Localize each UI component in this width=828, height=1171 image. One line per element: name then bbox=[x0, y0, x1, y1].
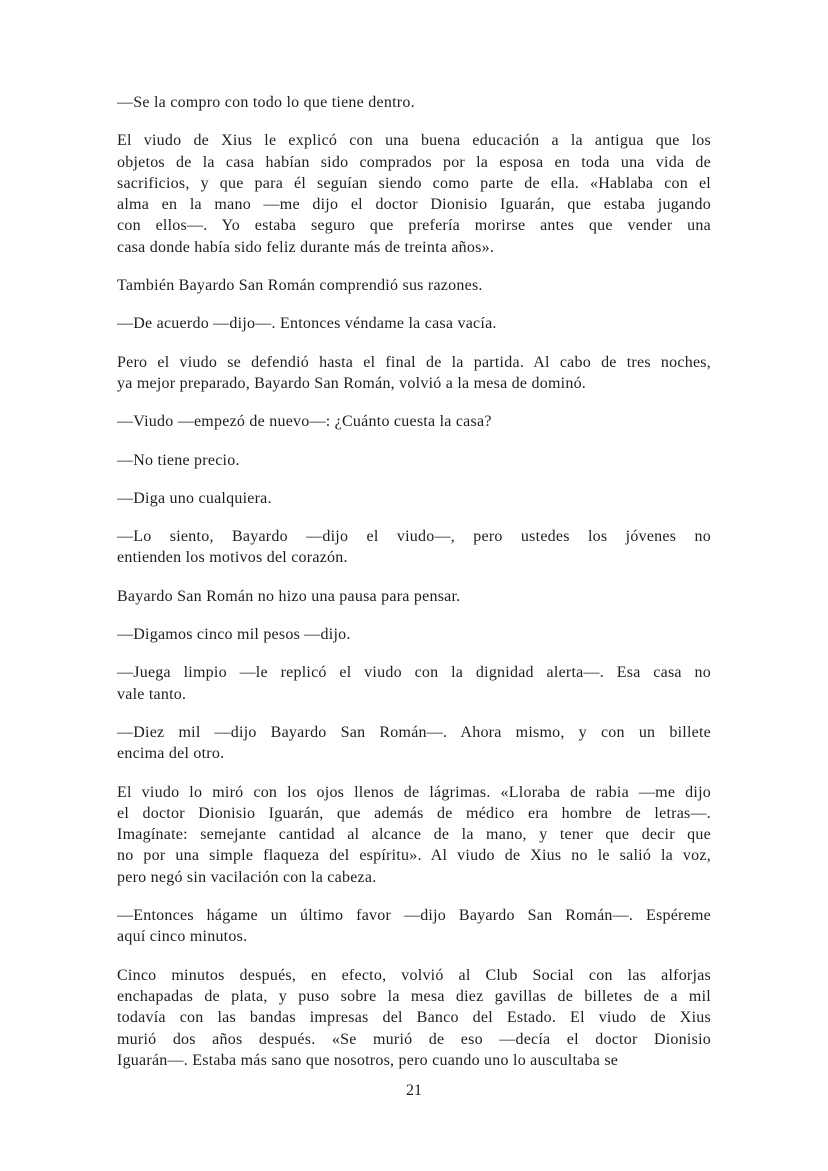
text-line: alma en la mano —me dijo el doctor Dionisio Iguarán, que estaba jugando bbox=[117, 196, 711, 214]
text-line: murió dos años después. «Se murió de eso —decía el doctor Dionisio bbox=[117, 1030, 711, 1048]
text-line: todavía con las bandas impresas del Banco del Estado. El viudo de Xius bbox=[117, 1009, 711, 1027]
text-line: Iguarán—. Estaba más sano que nosotros, pero cuando uno lo auscultaba se bbox=[117, 1051, 619, 1069]
text-line: El viudo lo miró con los ojos llenos de lágrimas. «Lloraba de rabia —me dijo bbox=[117, 783, 711, 801]
page-number: 21 bbox=[406, 1082, 422, 1099]
paragraph bbox=[117, 782, 711, 888]
paragraph bbox=[117, 92, 711, 113]
text-line: —Lo siento, Bayardo —dijo el viudo—, pero ustedes los jóvenes no bbox=[117, 528, 711, 546]
paragraph bbox=[117, 965, 711, 1071]
paragraph bbox=[117, 586, 711, 607]
text-line: —De acuerdo —dijo—. Entonces véndame la casa vacía. bbox=[117, 315, 497, 333]
text-line: encima del otro. bbox=[117, 745, 225, 763]
text-line: Pero el viudo se defendió hasta el final de la partida. Al cabo de tres noches, bbox=[117, 353, 711, 371]
text-line: Imagínate: semejante cantidad al alcance de la mano, y tener que decir que bbox=[117, 826, 711, 844]
text-line: entienden los motivos del corazón. bbox=[117, 549, 348, 567]
text-line: También Bayardo San Román comprendió sus razones. bbox=[117, 277, 483, 295]
paragraph bbox=[117, 526, 711, 569]
text-line: aquí cinco minutos. bbox=[117, 928, 248, 946]
text-line: con ellos—. Yo estaba seguro que prefería morirse antes que vender una bbox=[117, 217, 711, 235]
text-line: Bayardo San Román no hizo una pausa para pensar. bbox=[117, 587, 461, 605]
paragraph bbox=[117, 624, 711, 645]
text-line: casa donde había sido feliz durante más de treinta años». bbox=[117, 238, 495, 256]
paragraph bbox=[117, 488, 711, 509]
text-line: —Se la compro con todo lo que tiene dentro. bbox=[117, 94, 415, 111]
text-line: pero negó sin vacilación con la cabeza. bbox=[117, 868, 377, 886]
paragraph bbox=[117, 450, 711, 471]
text-line: —Diez mil —dijo Bayardo San Román—. Ahora mismo, y con un billete bbox=[117, 723, 711, 741]
text-line: sacrificios, y que para él seguían siendo como parte de ella. «Hablaba con el bbox=[117, 174, 711, 192]
page-text bbox=[117, 92, 711, 1088]
text-line: —Diga uno cualquiera. bbox=[117, 489, 272, 507]
text-line: ya mejor preparado, Bayardo San Román, volvió a la mesa de dominó. bbox=[117, 374, 587, 392]
text-line: —No tiene precio. bbox=[117, 451, 240, 469]
paragraph bbox=[117, 905, 711, 948]
paragraph bbox=[117, 352, 711, 395]
text-line: objetos de la casa habían sido comprados por la esposa en toda una vida de bbox=[117, 153, 711, 171]
text-line: enchapadas de plata, y puso sobre la mesa diez gavillas de billetes de a mil bbox=[117, 987, 711, 1005]
paragraph bbox=[117, 722, 711, 765]
paragraph bbox=[117, 313, 711, 334]
paragraph bbox=[117, 662, 711, 705]
text-line: —Digamos cinco mil pesos —dijo. bbox=[117, 626, 351, 644]
text-line: —Viudo —empezó de nuevo—: ¿Cuánto cuesta la casa? bbox=[117, 413, 492, 431]
text-line: Cinco minutos después, en efecto, volvió al Club Social con las alforjas bbox=[117, 966, 711, 984]
paragraph bbox=[117, 411, 711, 432]
text-line: no por una simple flaqueza del espíritu». Al viudo de Xius no le salió la voz, bbox=[117, 847, 711, 865]
paragraph bbox=[117, 130, 711, 258]
text-line: El viudo de Xius le explicó con una buena educación a la antigua que los bbox=[117, 132, 711, 150]
text-line: el doctor Dionisio Iguarán, que además de médico era hombre de letras—. bbox=[117, 804, 711, 822]
paragraph bbox=[117, 275, 711, 296]
text-line: vale tanto. bbox=[117, 685, 187, 703]
text-line: —Entonces hágame un último favor —dijo Bayardo San Román—. Espéreme bbox=[117, 907, 711, 925]
text-line: —Juega limpio —le replicó el viudo con la dignidad alerta—. Esa casa no bbox=[117, 664, 711, 682]
